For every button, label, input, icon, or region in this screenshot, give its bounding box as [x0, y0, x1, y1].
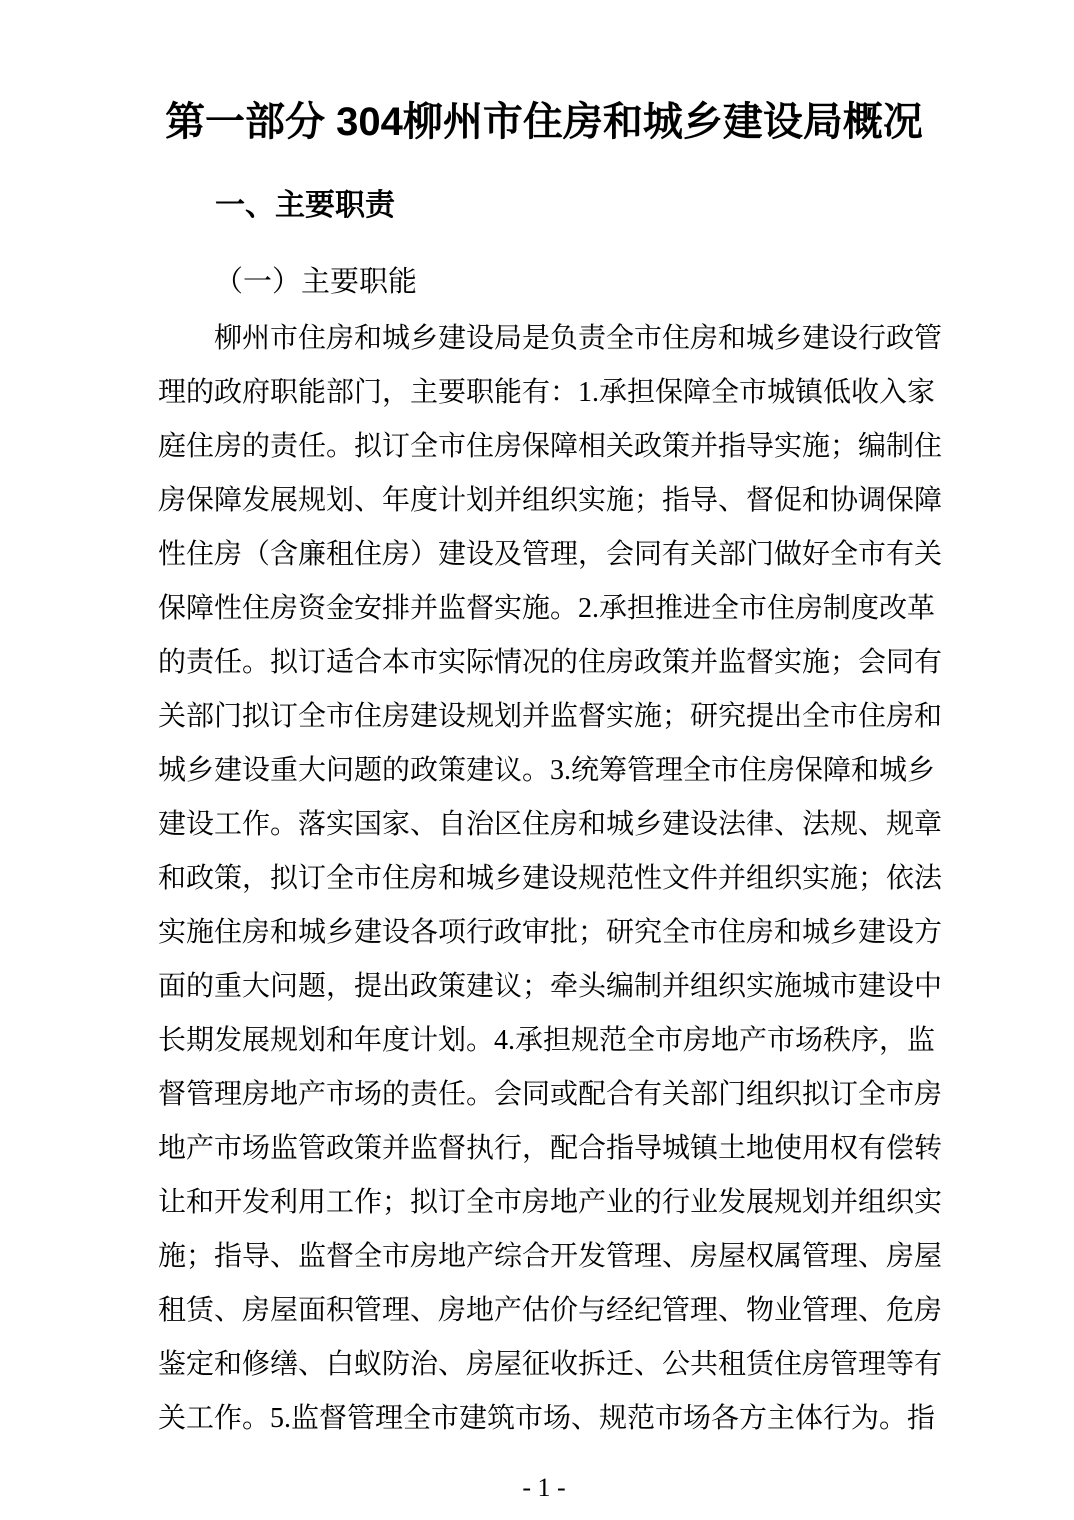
subsection-heading: （一）主要职能 — [214, 266, 418, 298]
section-heading: 一、主要职责 — [215, 189, 395, 222]
paragraph-line: 性住房（含廉租住房）建设及管理，会同有关部门做好全市有关 — [158, 539, 943, 570]
paragraph-line: 城乡建设重大问题的政策建议。3.统筹管理全市住房保障和城乡 — [158, 755, 936, 786]
paragraph-line: 房保障发展规划、年度计划并组织实施；指导、督促和协调保障 — [158, 485, 943, 516]
paragraph-line: 地产市场监管政策并监督执行，配合指导城镇土地使用权有偿转 — [158, 1133, 943, 1164]
paragraph-line: 庭住房的责任。拟订全市住房保障相关政策并指导实施；编制住 — [158, 431, 943, 462]
paragraph-line: 保障性住房资金安排并监督实施。2.承担推进全市住房制度改革 — [158, 593, 936, 624]
body-paragraph — [158, 312, 943, 1446]
paragraph-line: 理的政府职能部门，主要职能有：1.承担保障全市城镇低收入家 — [158, 377, 936, 408]
paragraph-line: 租赁、房屋面积管理、房地产估价与经纪管理、物业管理、危房 — [158, 1295, 943, 1326]
paragraph-line: 的责任。拟订适合本市实际情况的住房政策并监督实施；会同有 — [158, 647, 943, 678]
paragraph-line: 施；指导、监督全市房地产综合开发管理、房屋权属管理、房屋 — [158, 1241, 943, 1272]
paragraph-line: 柳州市住房和城乡建设局是负责全市住房和城乡建设行政管 — [214, 323, 943, 354]
paragraph-line: 鉴定和修缮、白蚁防治、房屋征收拆迁、公共租赁住房管理等有 — [158, 1349, 943, 1380]
paragraph-line: 实施住房和城乡建设各项行政审批；研究全市住房和城乡建设方 — [158, 917, 943, 948]
paragraph-line: 关部门拟订全市住房建设规划并监督实施；研究提出全市住房和 — [158, 701, 943, 732]
paragraph-line: 建设工作。落实国家、自治区住房和城乡建设法律、法规、规章 — [158, 809, 943, 840]
paragraph-line: 让和开发利用工作；拟订全市房地产业的行业发展规划并组织实 — [158, 1187, 943, 1218]
paragraph-line: 长期发展规划和年度计划。4.承担规范全市房地产市场秩序，监 — [158, 1025, 936, 1056]
paragraph-line: 面的重大问题，提出政策建议；牵头编制并组织实施城市建设中 — [158, 971, 943, 1002]
document-title: 第一部分 304柳州市住房和城乡建设局概况 — [165, 100, 923, 144]
page-number: - 1 - — [522, 1473, 566, 1502]
paragraph-line: 督管理房地产市场的责任。会同或配合有关部门组织拟订全市房 — [158, 1079, 943, 1110]
paragraph-line: 关工作。5.监督管理全市建筑市场、规范市场各方主体行为。指 — [158, 1403, 936, 1434]
paragraph-line: 和政策，拟订全市住房和城乡建设规范性文件并组织实施；依法 — [158, 863, 943, 894]
